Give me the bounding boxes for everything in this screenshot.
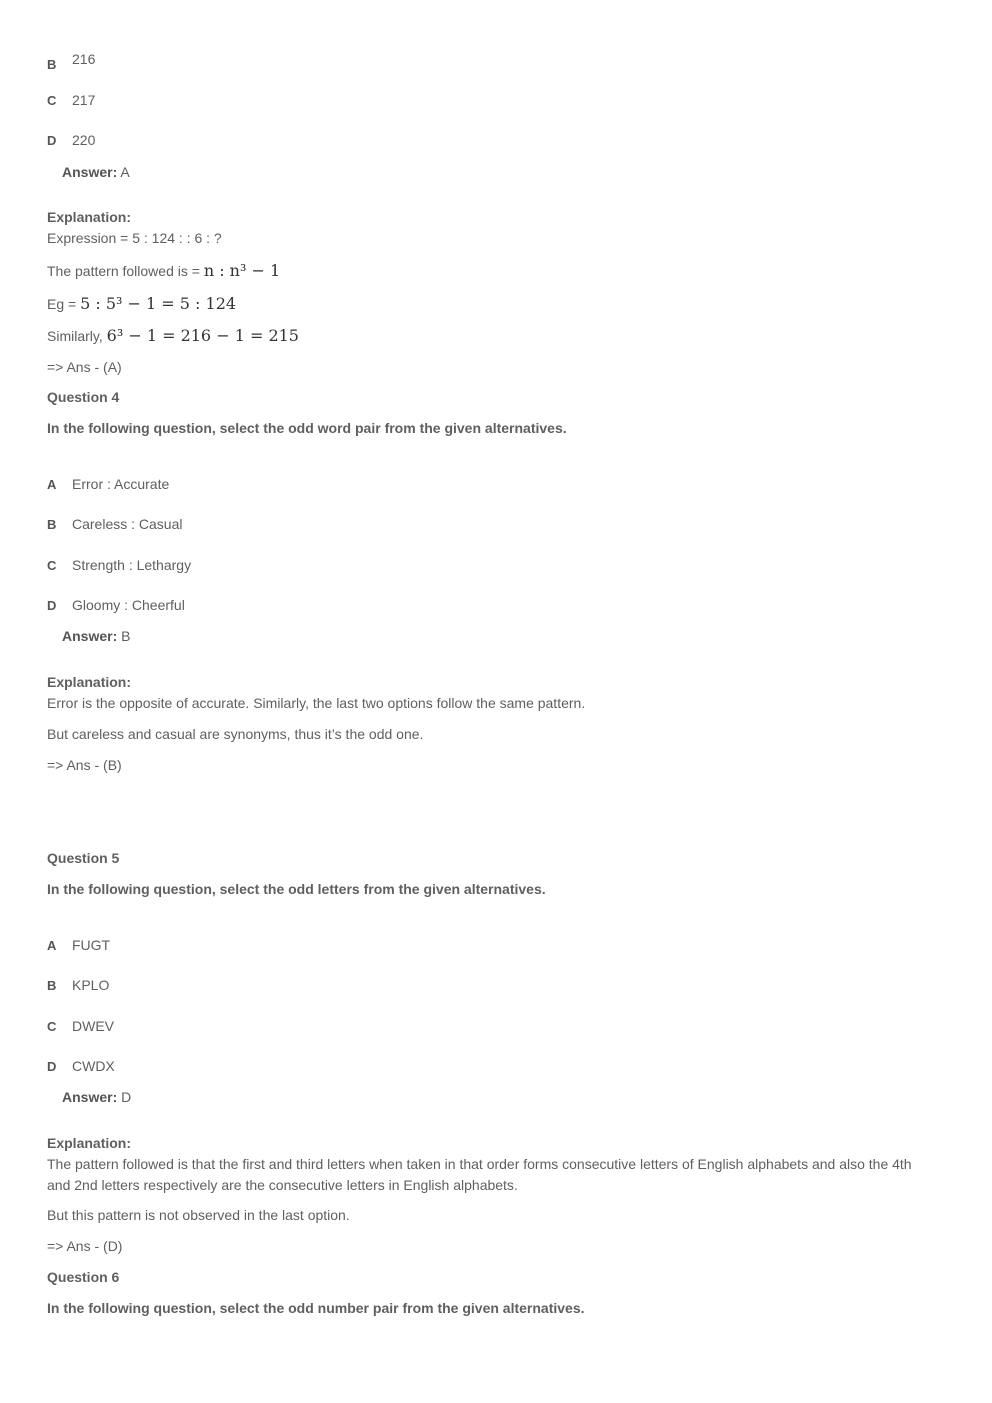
text: The pattern followed is = [47,263,204,279]
option-letter: B [47,57,57,72]
explanation-line: => Ans - (D) [47,1238,123,1254]
question-prompt: In the following question, select the odd letters from the given alternatives. [47,881,546,897]
explanation-line: But careless and casual are synonyms, thus it’s the odd one. [47,726,424,742]
question-title: Question 4 [47,389,120,405]
explanation-line: But this pattern is not observed in the last option. [47,1207,350,1223]
math-formula: n : n³ − 1 [203,261,281,280]
explanation-label: Explanation: [47,674,132,690]
option-letter: B [47,978,57,993]
answer-value: B [117,628,131,644]
explanation-label: Explanation: [47,209,132,225]
answer-value: A [117,164,130,180]
answer [62,164,130,180]
explanation-line: The pattern followed is that the first and third letters when taken in that order forms consecutive letters of English alphabets and also the 4th and 2nd letters respectively are the consecutive letters in English alphabets. [47,1156,912,1193]
explanation-label: Explanation: [47,1135,132,1151]
option-text: Error : Accurate [72,476,170,492]
text: Similarly, [47,328,107,344]
math-formula: 5 : 5³ − 1 = 5 : 124 [80,294,237,313]
answer [62,1089,131,1105]
option-letter: D [47,1059,57,1074]
answer-label: Answer: [62,1089,118,1105]
option-text: Careless : Casual [72,516,183,532]
option-letter: D [47,133,57,148]
answer [62,628,130,644]
question-title: Question 6 [47,1269,120,1285]
option-letter: B [47,517,57,532]
option-text: 217 [72,92,96,108]
option-text: KPLO [72,977,110,993]
explanation-line: => Ans - (A) [47,359,122,375]
answer-value: D [117,1089,132,1105]
math-formula: 6³ − 1 = 216 − 1 = 215 [106,326,299,345]
option-letter: C [47,93,57,108]
option-text: CWDX [72,1058,115,1074]
explanation-line [47,326,299,345]
explanation-line [47,294,236,313]
option-text: 220 [72,132,96,148]
text: Eg = [47,296,81,312]
explanation-line [47,261,280,280]
question-prompt: In the following question, select the odd word pair from the given alternatives. [47,420,567,436]
question-prompt: In the following question, select the odd number pair from the given alternatives. [47,1300,585,1316]
explanation-line: Error is the opposite of accurate. Similarly, the last two options follow the same pattern. [47,695,586,711]
option-letter: C [47,1019,57,1034]
option-letter: A [47,938,57,953]
option-text: Strength : Lethargy [72,557,192,573]
option-text: 216 [72,51,96,67]
option-text: FUGT [72,937,111,953]
option-letter: D [47,598,57,613]
option-text: Gloomy : Cheerful [72,597,185,613]
option-text: DWEV [72,1018,114,1034]
option-letter: C [47,558,57,573]
explanation-line: => Ans - (B) [47,757,122,773]
answer-label: Answer: [62,628,118,644]
option-letter: A [47,477,57,492]
question-title: Question 5 [47,850,120,866]
answer-label: Answer: [62,164,118,180]
explanation-line: Expression = 5 : 124 : : 6 : ? [47,230,222,246]
